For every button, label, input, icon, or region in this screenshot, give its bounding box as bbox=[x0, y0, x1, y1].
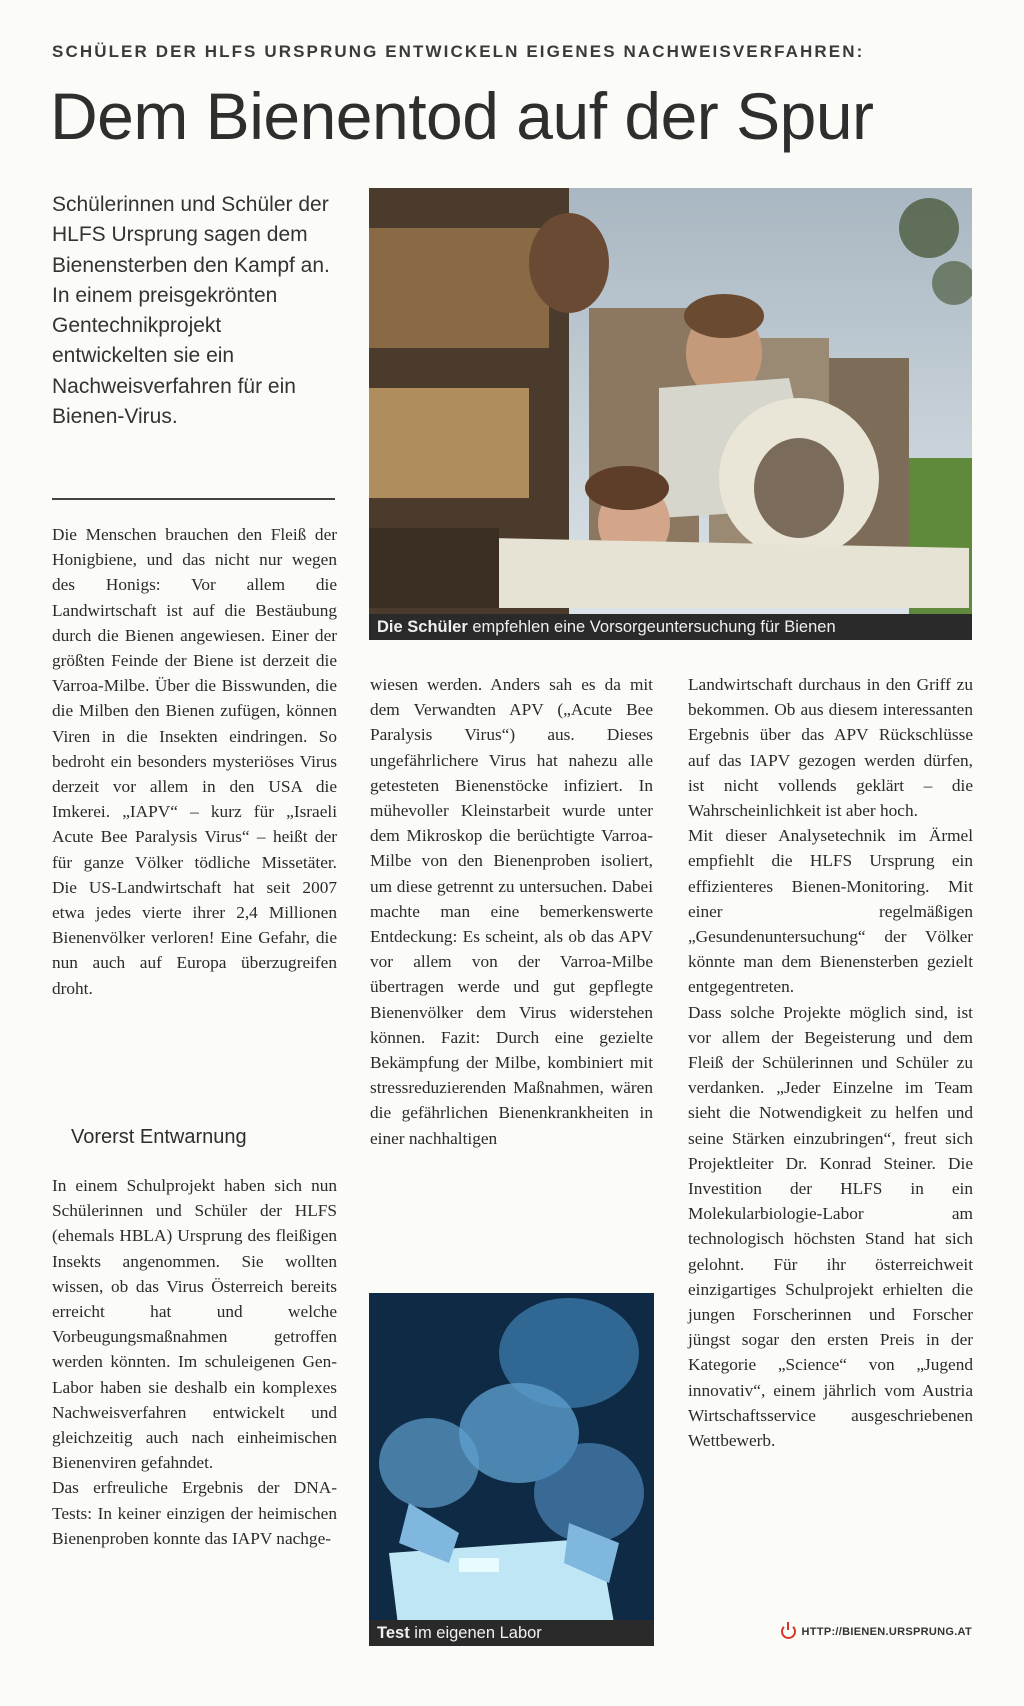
footer-url[interactable] bbox=[781, 1624, 972, 1639]
power-icon bbox=[781, 1624, 796, 1639]
photo-caption bbox=[369, 614, 972, 640]
column-1-intro bbox=[52, 522, 337, 1001]
lab-photo-image bbox=[369, 1293, 654, 1646]
subheading: Vorerst Entwarnung bbox=[71, 1126, 247, 1148]
caption-text: im eigenen Labor bbox=[409, 1624, 542, 1642]
headline: Dem Bienentod auf der Spur bbox=[50, 79, 874, 153]
body-paragraph: Das erfreuliche Ergebnis der DNA-Tests: In keiner einzigen der heimischen Bienenproben konnte das IAPV nachge- bbox=[52, 1478, 337, 1548]
lab-photo bbox=[369, 1293, 654, 1646]
body-paragraph: In einem Schulprojekt haben sich nun Schülerinnen und Schüler der HLFS (ehemals HBLA) Ursprung des fleißigen Insekts angenommen. Sie wollten wissen, ob das Virus Österreich bereits erreicht hat und welche Vorbeugungsmaßnahmen getroffen werden könnten. Im schuleigenen Gen-Labor haben sie deshalb ein komplexes Nachweisverfahren entwickelt und gleichzeitig auch nach einheimischen Bienenviren gefahndet. bbox=[52, 1176, 337, 1473]
beehive-photo-image bbox=[369, 188, 972, 640]
caption-bold: Die Schüler bbox=[377, 618, 468, 636]
body-paragraph: Mit dieser Analysetechnik im Ärmel empfiehlt die HLFS Ursprung ein effizienteres Bienen-Monitoring. Mit einer regelmäßigen „Gesundenuntersuchung“ der Völker könnte man dem Bienensterben gezielt entgegentreten. bbox=[688, 826, 973, 997]
column-2 bbox=[370, 672, 653, 1151]
body-paragraph: wiesen werden. Anders sah es da mit dem Verwandten APV („Acute Bee Paralysis Virus“) aus. Dieses ungefährlichere Virus hat nahezu alle getesteten Bienenstöcke infiziert. In mühevoller Kleinstarbeit wurde unter dem Mikroskop die berüchtigte Varroa-Milbe von den Bienenproben isoliert, um diese getrennt zu untersuchen. Dabei machte man eine bemerkenswerte Entdeckung: Es scheint, als ob das APV vor allem von der Varroa-Milbe übertragen werde und gut gepflegte Bienenvölker dem Virus widerstehen können. Fazit: Durch eine gezielte Bekämpfung der Milbe, kombiniert mit stressreduzierenden Maßnahmen, wären die gefährlichen Bienenkrankheiten in einer nachhaltigen bbox=[370, 675, 653, 1148]
body-paragraph: Dass solche Projekte möglich sind, ist vor allem der Begeisterung und dem Fleiß der Schülerinnen und Schüler zu verdanken. „Jeder Einzelne im Team sieht die Notwendigkeit zu helfen und seine Stärken einzubringen“, freut sich Projektleiter Dr. Konrad Steiner. Die Investition der HLFS in ein Molekularbiologie-Labor am technologisch höchsten Stand hat sich gelohnt. Für ihr österreichweit einzigartiges Schulprojekt erhielten die jungen Forscherinnen und Forscher jüngst sogar den ersten Preis in der Kategorie „Science“ von „Jugend innovativ“, einem jährlich vom Austria Wirtschaftsservice ausgeschriebenen Wettbewerb. bbox=[688, 1002, 973, 1451]
photo-caption bbox=[369, 1620, 654, 1646]
column-3 bbox=[688, 672, 973, 1453]
caption-bold: Test bbox=[377, 1624, 410, 1642]
lead-paragraph: Schülerinnen und Schüler der HLFS Ursprung sagen dem Bienensterben den Kampf an. In einem preisgekrönten Gentechnikprojekt entwickelten sie ein Nachweisverfahren für ein Bienen-Virus. bbox=[52, 193, 330, 429]
intro-paragraph: Die Menschen brauchen den Fleiß der Honigbiene, und das nicht nur wegen des Honigs: Vor allem die Landwirtschaft ist auf die Bestäubung durch die Bienen angewiesen. Einer der größten Feinde der Biene ist derzeit die Varroa-Milbe. Über die Bisswunden, die die Milben den Bienen zufügen, können Viren in die Insekten eindringen. So bedroht ein besonders mysteriöses Virus derzeit vor allem in den USA die Imkerei. „IAPV“ – kurz für „Israeli Acute Bee Paralysis Virus“ – heißt der für ganze Völker tödliche Missetäter. Die US-Landwirtschaft hat seit 2007 etwa jedes vierte ihrer 2,4 Millionen Bienenvölker verloren! Eine Gefahr, die nun auch auf Europa überzugreifen droht. bbox=[52, 525, 337, 998]
caption-text: empfehlen eine Vorsorgeuntersuchung für Bienen bbox=[467, 618, 836, 636]
beehive-photo bbox=[369, 188, 972, 640]
kicker: SCHÜLER DER HLFS URSPRUNG ENTWICKELN EIGENES NACHWEISVERFAHREN: bbox=[52, 42, 865, 61]
column-1-body bbox=[52, 1173, 337, 1551]
lead-divider bbox=[52, 498, 335, 500]
body-paragraph: Landwirtschaft durchaus in den Griff zu bekommen. Ob aus diesem interessanten Ergebnis über das APV Rückschlüsse auf das IAPV gezogen werden dürfen, ist nicht vollends geklärt – die Wahrscheinlichkeit ist aber hoch. bbox=[688, 675, 973, 821]
url-text[interactable]: HTTP://BIENEN.URSPRUNG.AT bbox=[801, 1625, 972, 1638]
